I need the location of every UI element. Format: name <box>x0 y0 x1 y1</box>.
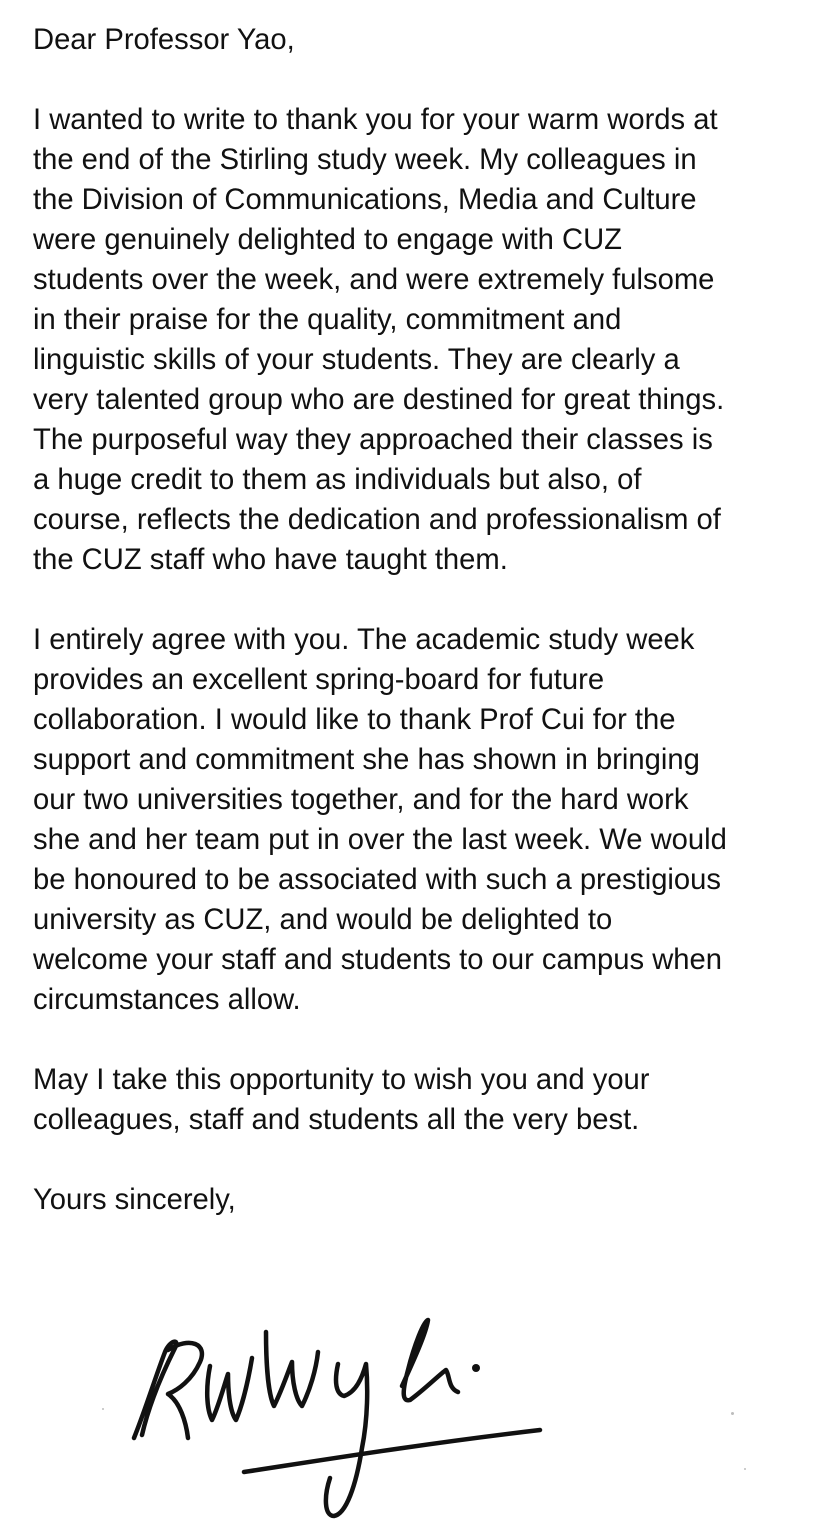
text-line: she and her team put in over the last week. We would <box>33 824 727 856</box>
text-line: our two universities together, and for the hard work <box>33 784 689 816</box>
text-line: the CUZ staff who have taught them. <box>33 544 508 576</box>
text-line: May I take this opportunity to wish you and your <box>33 1064 650 1096</box>
paper-speck <box>102 1408 104 1410</box>
text-line: course, reflects the dedication and professionalism of <box>33 504 721 536</box>
text-line: colleagues, staff and students all the very best. <box>33 1104 640 1136</box>
paragraph-thanks <box>33 100 803 580</box>
text-line: very talented group who are destined for great things. <box>33 384 725 416</box>
signature-icon <box>120 1290 640 1530</box>
paragraph-best-wishes <box>33 1060 803 1140</box>
text-line: circumstances allow. <box>33 984 301 1016</box>
salutation: Dear Professor Yao, <box>33 24 295 56</box>
letter-body <box>33 20 803 1260</box>
text-line: support and commitment she has shown in bringing <box>33 744 700 776</box>
paragraph-agreement <box>33 620 803 1020</box>
text-line: were genuinely delighted to engage with CUZ <box>33 224 622 256</box>
text-line: a huge credit to them as individuals but also, of <box>33 464 642 496</box>
text-line: students over the week, and were extremely fulsome <box>33 264 715 296</box>
text-line: collaboration. I would like to thank Prof Cui for the <box>33 704 676 736</box>
text-line: in their praise for the quality, commitment and <box>33 304 622 336</box>
text-line: provides an excellent spring-board for future <box>33 664 605 696</box>
text-line: the end of the Stirling study week. My colleagues in <box>33 144 697 176</box>
text-line: The purposeful way they approached their classes is <box>33 424 713 456</box>
signature-strokes <box>134 1320 540 1516</box>
signature <box>120 1290 640 1530</box>
text-line: I entirely agree with you. The academic study week <box>33 624 695 656</box>
text-line: welcome your staff and students to our campus when <box>33 944 722 976</box>
paper-speck <box>744 1468 746 1470</box>
paper-speck <box>731 1412 734 1415</box>
text-line: I wanted to write to thank you for your warm words at <box>33 104 718 136</box>
text-line: be honoured to be associated with such a prestigious <box>33 864 721 896</box>
closing: Yours sincerely, <box>33 1184 236 1216</box>
text-line: university as CUZ, and would be delighted to <box>33 904 613 936</box>
text-line: linguistic skills of your students. They are clearly a <box>33 344 680 376</box>
text-line: the Division of Communications, Media and Culture <box>33 184 697 216</box>
